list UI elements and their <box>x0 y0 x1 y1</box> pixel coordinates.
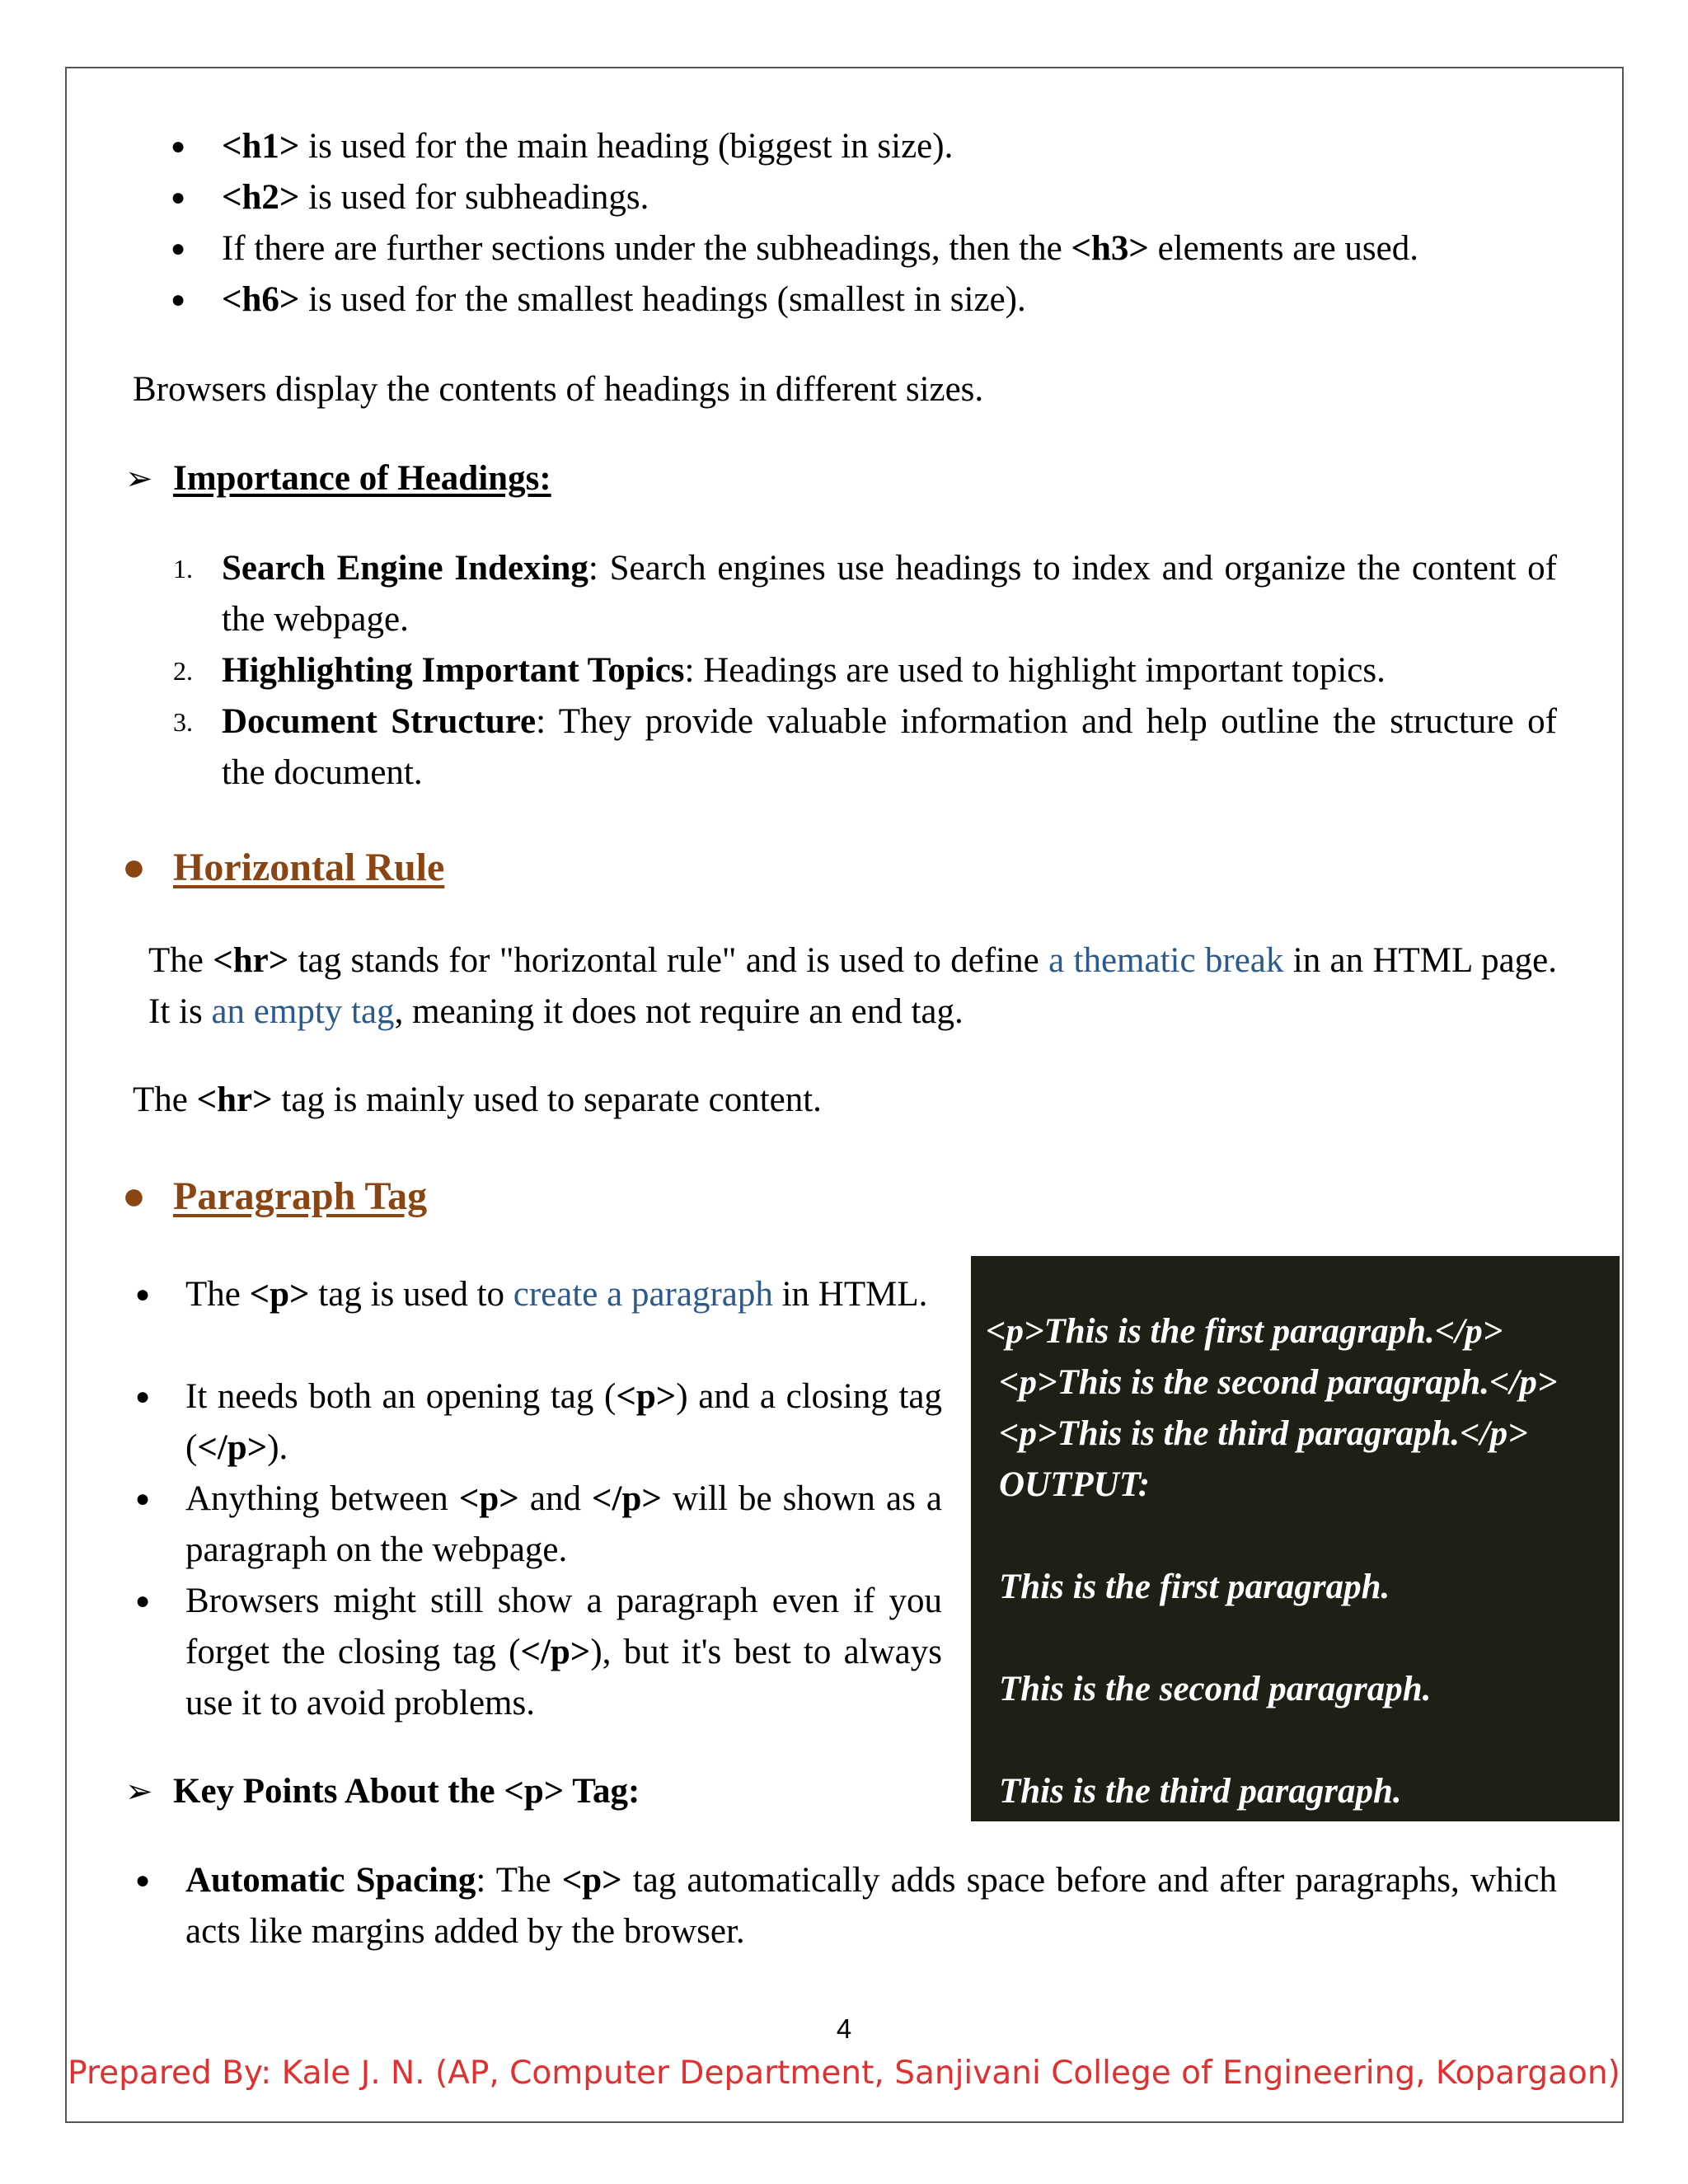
numbered-item: Document Structure: They provide valuable information and help outline the structure of the document. <box>222 702 1557 792</box>
arrow-bullet-icon: ➢ <box>125 1773 153 1810</box>
bullet: ● <box>171 184 186 211</box>
tag-name: <h2> <box>222 178 300 217</box>
bullet: ● <box>171 235 186 262</box>
link-thematic-break[interactable]: a thematic break <box>1048 941 1284 980</box>
output-line: This is the first paragraph. <box>999 1568 1390 1606</box>
link-empty-tag[interactable]: an empty tag <box>211 992 395 1031</box>
list-item: <h1> is used for the main heading (biggest in size). <box>222 127 954 166</box>
tag-name: <h1> <box>222 127 300 166</box>
list-item: Automatic Spacing: The <p> tag automatically adds space before and after paragraphs, which acts like margins added by the browser. <box>185 1861 1557 1951</box>
bullet: ● <box>171 133 186 160</box>
tag-name: <h6> <box>222 280 300 319</box>
subheading-key-points: Key Points About the <p> Tag: <box>173 1772 640 1811</box>
code-line: <p>This is the first paragraph.</p> <box>986 1312 1503 1351</box>
list-item: <h6> is used for the smallest headings (smallest in size). <box>222 280 1026 319</box>
hr-paragraph-2: The <hr> tag is mainly used to separate content. <box>133 1080 822 1119</box>
code-line: <p>This is the second paragraph.</p> <box>999 1363 1558 1402</box>
link-create-paragraph[interactable]: create a paragraph <box>513 1275 773 1314</box>
footer-credit: Prepared By: Kale J. N. (AP, Computer Department, Sanjivani College of Engineering, Kopargaon) <box>68 2055 1620 2092</box>
subheading-importance: Importance of Headings: <box>173 459 551 498</box>
output-line: This is the second paragraph. <box>999 1670 1432 1708</box>
list-item: If there are further sections under the subheadings, then the <h3> elements are used. <box>222 229 1418 268</box>
tag-name: <h3> <box>1071 229 1149 268</box>
body-text: Browsers display the contents of headings in different sizes. <box>133 370 984 409</box>
bullet: ● <box>135 1383 151 1410</box>
code-output-label: OUTPUT: <box>999 1465 1151 1504</box>
bullet: ● <box>171 286 186 313</box>
numbered-item: Highlighting Important Topics: Headings are used to highlight important topics. <box>222 651 1386 690</box>
list-item: <h2> is used for subheadings. <box>222 178 649 217</box>
code-line: <p>This is the third paragraph.</p> <box>999 1414 1528 1453</box>
page-number: 4 <box>836 2013 852 2044</box>
list-number: 1. <box>173 554 193 583</box>
list-item: Browsers might still show a paragraph even if you forget the closing tag (</p>), but it's best to always use it to avoid problems. <box>185 1582 942 1722</box>
section-heading-paragraph-tag: Paragraph Tag <box>173 1174 428 1218</box>
list-item: The <p> tag is used to create a paragraph in HTML. <box>185 1275 928 1314</box>
list-item: It needs both an opening tag (<p>) and a closing tag (</p>). <box>185 1377 942 1467</box>
output-line: This is the third paragraph. <box>999 1772 1402 1811</box>
bullet: ● <box>135 1587 151 1615</box>
hr-paragraph: The <hr> tag stands for "horizontal rule" and is used to define a thematic break in an HTML page. It is an empty tag, meaning it does not require an end tag. <box>148 941 1557 1031</box>
bullet: ● <box>135 1867 151 1894</box>
bullet: ● <box>135 1485 151 1512</box>
list-item: Anything between <p> and </p> will be shown as a paragraph on the webpage. <box>185 1479 943 1569</box>
bullet: ● <box>135 1281 151 1308</box>
list-number: 3. <box>173 707 193 737</box>
list-number: 2. <box>173 656 193 686</box>
arrow-bullet-icon: ➢ <box>125 460 153 497</box>
numbered-item: Search Engine Indexing: Search engines use headings to index and organize the content of the webpage. <box>222 549 1557 639</box>
section-bullet: ● <box>122 1174 146 1218</box>
section-heading-horizontal-rule: Horizontal Rule <box>173 846 445 889</box>
section-bullet: ● <box>122 846 146 889</box>
